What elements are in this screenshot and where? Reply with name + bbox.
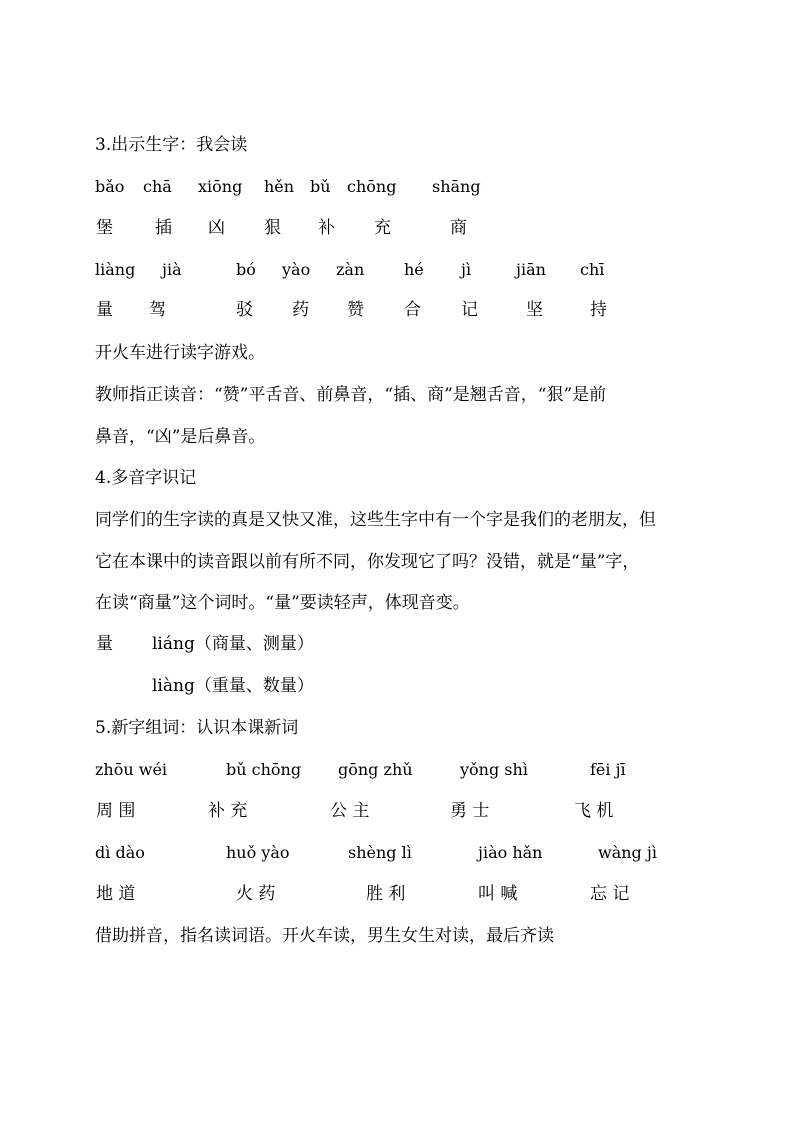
- pinyin: bǎo: [95, 177, 125, 196]
- polyphone-reading-2: liàng（重量、数量）: [152, 676, 314, 696]
- character: 商: [450, 218, 467, 238]
- word-pinyin: fēi jī: [590, 760, 626, 779]
- character: 充: [374, 218, 391, 238]
- word-pinyin: dì dào: [95, 843, 145, 862]
- pinyin: chā: [143, 177, 172, 196]
- character: 量: [96, 300, 113, 320]
- char-row-1: [0, 216, 794, 240]
- correction-line-1: 教师指正读音：“赞”平舌音、前鼻音，“插、商”是翘舌音，“狠”是前: [95, 385, 607, 405]
- word: 公 主: [330, 801, 370, 821]
- character: 补: [318, 218, 335, 238]
- paragraph-line-2: 它在本课中的读音跟以前有所不同，你发现它了吗？没错，就是“量”字，: [95, 552, 640, 572]
- polyphone-row-1: [0, 632, 794, 656]
- pinyin: shāng: [432, 177, 481, 196]
- word: 勇 士: [450, 801, 490, 821]
- word-pinyin: gōng zhǔ: [338, 760, 413, 779]
- correction-line-2: 鼻音，“凶”是后鼻音。: [95, 427, 266, 447]
- character: 插: [155, 218, 172, 238]
- word: 飞 机: [574, 801, 614, 821]
- char-row-2: [0, 298, 794, 322]
- polyphone-row-2: [0, 674, 794, 698]
- paragraph-line-1: 同学们的生字读的真是又快又准，这些生字中有一个字是我们的老朋友，但: [95, 510, 656, 530]
- pinyin: zàn: [336, 260, 365, 279]
- section4-heading: 4.多音字识记: [95, 468, 197, 488]
- character: 坚: [526, 300, 543, 320]
- character: 驾: [149, 300, 166, 320]
- word: 地 道: [96, 884, 136, 904]
- word-row-2: [0, 882, 794, 906]
- word: 胜 利: [366, 884, 406, 904]
- pinyin: hěn: [264, 177, 295, 196]
- pinyin: liàng: [95, 260, 136, 279]
- word-pinyin: wàng jì: [598, 843, 657, 862]
- pinyin: yào: [282, 260, 311, 279]
- word-pinyin: shèng lì: [348, 843, 412, 862]
- character: 持: [590, 300, 607, 320]
- polyphone-reading-1: liáng（商量、测量）: [152, 634, 314, 654]
- character: 狠: [264, 218, 281, 238]
- character: 驳: [236, 300, 253, 320]
- closing-instruction: 借助拼音，指名读词语。开火车读，男生女生对读，最后齐读: [95, 926, 554, 946]
- pinyin: jià: [162, 260, 182, 279]
- character: 记: [461, 300, 478, 320]
- word: 叫 喊: [478, 884, 518, 904]
- word: 火 药: [236, 884, 276, 904]
- activity-text: 开火车进行读字游戏。: [95, 343, 265, 363]
- word: 周 围: [96, 801, 136, 821]
- character: 合: [404, 300, 421, 320]
- pinyin: bó: [236, 260, 256, 279]
- word: 忘 记: [590, 884, 630, 904]
- word-pinyin-row-1: [0, 758, 794, 782]
- pinyin: hé: [404, 260, 424, 279]
- word-pinyin: bǔ chōng: [226, 760, 302, 779]
- word-pinyin: zhōu wéi: [95, 760, 168, 779]
- word-row-1: [0, 799, 794, 823]
- pinyin: xiōng: [198, 177, 243, 196]
- pinyin-row-2: [0, 258, 794, 282]
- character: 赞: [347, 300, 364, 320]
- character: 凶: [208, 218, 225, 238]
- word: 补 充: [208, 801, 248, 821]
- word-pinyin: jiào hǎn: [478, 843, 543, 862]
- polyphone-char: 量: [96, 634, 113, 654]
- pinyin-row-1: [0, 175, 794, 199]
- pinyin: chī: [580, 260, 605, 279]
- word-pinyin: huǒ yào: [226, 843, 290, 862]
- pinyin: bǔ: [310, 177, 331, 196]
- section3-heading: 3.出示生字：我会读: [95, 135, 248, 155]
- pinyin: jiān: [516, 260, 546, 279]
- pinyin: chōng: [347, 177, 397, 196]
- pinyin: jì: [461, 260, 472, 279]
- paragraph-line-3: 在读“商量”这个词时。“量”要读轻声，体现音变。: [95, 593, 470, 613]
- section5-heading: 5.新字组词：认识本课新词: [95, 718, 299, 738]
- character: 药: [292, 300, 309, 320]
- word-pinyin-row-2: [0, 841, 794, 865]
- word-pinyin: yǒng shì: [460, 760, 528, 779]
- character: 堡: [96, 218, 113, 238]
